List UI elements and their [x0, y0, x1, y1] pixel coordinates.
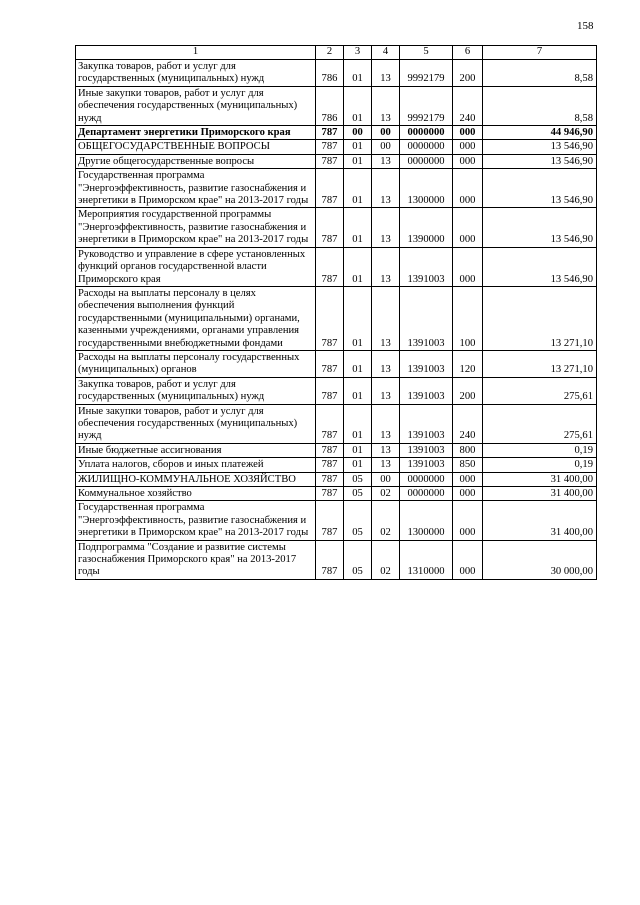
target-article-cell: 1310000 [400, 540, 453, 579]
subsection-code-cell: 13 [372, 208, 400, 247]
ved-code-cell: 787 [316, 154, 344, 168]
section-code-cell: 01 [344, 286, 372, 350]
ved-code-cell: 787 [316, 169, 344, 208]
ved-code-cell: 787 [316, 208, 344, 247]
row-name-cell: Мероприятия государственной программы "Энергоэффективность, развитие газоснабжения и энергетики в Приморском крае" на 2013-2017 годы [76, 208, 316, 247]
header-cell: 1 [76, 46, 316, 60]
ved-code-cell: 787 [316, 458, 344, 472]
table-row [76, 501, 597, 540]
subsection-code-cell: 13 [372, 60, 400, 87]
amount-cell: 0,19 [483, 458, 597, 472]
amount-cell: 31 400,00 [483, 472, 597, 486]
target-article-cell: 0000000 [400, 154, 453, 168]
expense-type-cell: 200 [453, 60, 483, 87]
expense-type-cell: 000 [453, 247, 483, 286]
table-row [76, 247, 597, 286]
ved-code-cell: 787 [316, 487, 344, 501]
table-row [76, 126, 597, 140]
row-name-cell: Уплата налогов, сборов и иных платежей [76, 458, 316, 472]
row-name-cell: Департамент энергетики Приморского края [76, 126, 316, 140]
subsection-code-cell: 13 [372, 404, 400, 443]
target-article-cell: 0000000 [400, 126, 453, 140]
expense-type-cell: 000 [453, 169, 483, 208]
row-name-cell: ЖИЛИЩНО-КОММУНАЛЬНОЕ ХОЗЯЙСТВО [76, 472, 316, 486]
expense-type-cell: 000 [453, 140, 483, 154]
target-article-cell: 1300000 [400, 501, 453, 540]
subsection-code-cell: 13 [372, 458, 400, 472]
expense-type-cell: 120 [453, 350, 483, 377]
amount-cell: 275,61 [483, 404, 597, 443]
target-article-cell: 1391003 [400, 458, 453, 472]
target-article-cell: 9992179 [400, 60, 453, 87]
header-cell: 4 [372, 46, 400, 60]
target-article-cell: 1390000 [400, 208, 453, 247]
table-row [76, 350, 597, 377]
ved-code-cell: 787 [316, 140, 344, 154]
ved-code-cell: 787 [316, 404, 344, 443]
table-row [76, 86, 597, 125]
row-name-cell: Расходы на выплаты персоналу в целях обеспечения выполнения функций государственными (муниципальными) органами, казенными учреждениями, органами управления государственными внебюджетными фондами [76, 286, 316, 350]
section-code-cell: 01 [344, 458, 372, 472]
ved-code-cell: 787 [316, 350, 344, 377]
amount-cell: 8,58 [483, 60, 597, 87]
section-code-cell: 01 [344, 377, 372, 404]
row-name-cell: Государственная программа "Энергоэффективность, развитие газоснабжения и энергетики в Приморском крае" на 2013-2017 годы [76, 169, 316, 208]
expense-type-cell: 000 [453, 501, 483, 540]
ved-code-cell: 787 [316, 377, 344, 404]
section-code-cell: 00 [344, 126, 372, 140]
expense-type-cell: 000 [453, 540, 483, 579]
amount-cell: 8,58 [483, 86, 597, 125]
section-code-cell: 05 [344, 501, 372, 540]
table-row [76, 458, 597, 472]
amount-cell: 0,19 [483, 443, 597, 457]
row-name-cell: Иные бюджетные ассигнования [76, 443, 316, 457]
header-cell: 5 [400, 46, 453, 60]
expense-type-cell: 000 [453, 487, 483, 501]
subsection-code-cell: 00 [372, 126, 400, 140]
section-code-cell: 01 [344, 86, 372, 125]
row-name-cell: ОБЩЕГОСУДАРСТВЕННЫЕ ВОПРОСЫ [76, 140, 316, 154]
header-cell: 3 [344, 46, 372, 60]
subsection-code-cell: 13 [372, 443, 400, 457]
section-code-cell: 01 [344, 154, 372, 168]
expense-type-cell: 850 [453, 458, 483, 472]
section-code-cell: 01 [344, 208, 372, 247]
section-code-cell: 05 [344, 472, 372, 486]
amount-cell: 31 400,00 [483, 487, 597, 501]
section-code-cell: 01 [344, 247, 372, 286]
budget-table [75, 45, 597, 580]
table-row [76, 60, 597, 87]
table-row [76, 443, 597, 457]
target-article-cell: 0000000 [400, 487, 453, 501]
ved-code-cell: 787 [316, 443, 344, 457]
amount-cell: 13 546,90 [483, 208, 597, 247]
row-name-cell: Руководство и управление в сфере установленных функций органов государственной власти Приморского края [76, 247, 316, 286]
table-row [76, 169, 597, 208]
header-cell: 6 [453, 46, 483, 60]
expense-type-cell: 000 [453, 472, 483, 486]
ved-code-cell: 787 [316, 540, 344, 579]
section-code-cell: 01 [344, 404, 372, 443]
target-article-cell: 1391003 [400, 286, 453, 350]
amount-cell: 13 271,10 [483, 286, 597, 350]
expense-type-cell: 000 [453, 208, 483, 247]
table-row [76, 286, 597, 350]
table-row [76, 154, 597, 168]
row-name-cell: Расходы на выплаты персоналу государственных (муниципальных) органов [76, 350, 316, 377]
target-article-cell: 1391003 [400, 377, 453, 404]
section-code-cell: 01 [344, 169, 372, 208]
ved-code-cell: 787 [316, 472, 344, 486]
subsection-code-cell: 13 [372, 377, 400, 404]
row-name-cell: Коммунальное хозяйство [76, 487, 316, 501]
target-article-cell: 0000000 [400, 140, 453, 154]
expense-type-cell: 100 [453, 286, 483, 350]
table-header-row [76, 46, 597, 60]
target-article-cell: 1391003 [400, 247, 453, 286]
table-row [76, 140, 597, 154]
section-code-cell: 05 [344, 540, 372, 579]
row-name-cell: Подпрограмма "Создание и развитие системы газоснабжения Приморского края" на 2013-2017 годы [76, 540, 316, 579]
row-name-cell: Иные закупки товаров, работ и услуг для обеспечения государственных (муниципальных) нужд [76, 404, 316, 443]
expense-type-cell: 240 [453, 404, 483, 443]
section-code-cell: 01 [344, 60, 372, 87]
section-code-cell: 05 [344, 487, 372, 501]
table-row [76, 208, 597, 247]
header-cell: 7 [483, 46, 597, 60]
expense-type-cell: 000 [453, 154, 483, 168]
row-name-cell: Другие общегосударственные вопросы [76, 154, 316, 168]
subsection-code-cell: 13 [372, 154, 400, 168]
ved-code-cell: 786 [316, 86, 344, 125]
amount-cell: 275,61 [483, 377, 597, 404]
amount-cell: 13 546,90 [483, 154, 597, 168]
subsection-code-cell: 13 [372, 169, 400, 208]
subsection-code-cell: 02 [372, 487, 400, 501]
target-article-cell: 9992179 [400, 86, 453, 125]
row-name-cell: Закупка товаров, работ и услуг для государственных (муниципальных) нужд [76, 60, 316, 87]
subsection-code-cell: 00 [372, 472, 400, 486]
amount-cell: 44 946,90 [483, 126, 597, 140]
amount-cell: 13 546,90 [483, 140, 597, 154]
expense-type-cell: 240 [453, 86, 483, 125]
section-code-cell: 01 [344, 443, 372, 457]
target-article-cell: 1300000 [400, 169, 453, 208]
ved-code-cell: 787 [316, 286, 344, 350]
amount-cell: 13 546,90 [483, 169, 597, 208]
row-name-cell: Государственная программа "Энергоэффективность, развитие газоснабжения и энергетики в Приморском крае" на 2013-2017 годы [76, 501, 316, 540]
ved-code-cell: 786 [316, 60, 344, 87]
subsection-code-cell: 02 [372, 540, 400, 579]
subsection-code-cell: 00 [372, 140, 400, 154]
table-body [76, 46, 597, 580]
header-cell: 2 [316, 46, 344, 60]
amount-cell: 31 400,00 [483, 501, 597, 540]
subsection-code-cell: 13 [372, 350, 400, 377]
expense-type-cell: 000 [453, 126, 483, 140]
table-row [76, 540, 597, 579]
expense-type-cell: 200 [453, 377, 483, 404]
table-row [76, 472, 597, 486]
ved-code-cell: 787 [316, 126, 344, 140]
target-article-cell: 1391003 [400, 350, 453, 377]
subsection-code-cell: 13 [372, 247, 400, 286]
amount-cell: 30 000,00 [483, 540, 597, 579]
subsection-code-cell: 13 [372, 286, 400, 350]
target-article-cell: 1391003 [400, 404, 453, 443]
section-code-cell: 01 [344, 140, 372, 154]
ved-code-cell: 787 [316, 501, 344, 540]
amount-cell: 13 546,90 [483, 247, 597, 286]
page-number: 158 [577, 20, 594, 32]
section-code-cell: 01 [344, 350, 372, 377]
row-name-cell: Иные закупки товаров, работ и услуг для обеспечения государственных (муниципальных) нужд [76, 86, 316, 125]
ved-code-cell: 787 [316, 247, 344, 286]
target-article-cell: 0000000 [400, 472, 453, 486]
table-row [76, 404, 597, 443]
subsection-code-cell: 13 [372, 86, 400, 125]
row-name-cell: Закупка товаров, работ и услуг для государственных (муниципальных) нужд [76, 377, 316, 404]
table-row [76, 487, 597, 501]
amount-cell: 13 271,10 [483, 350, 597, 377]
target-article-cell: 1391003 [400, 443, 453, 457]
expense-type-cell: 800 [453, 443, 483, 457]
subsection-code-cell: 02 [372, 501, 400, 540]
table-row [76, 377, 597, 404]
